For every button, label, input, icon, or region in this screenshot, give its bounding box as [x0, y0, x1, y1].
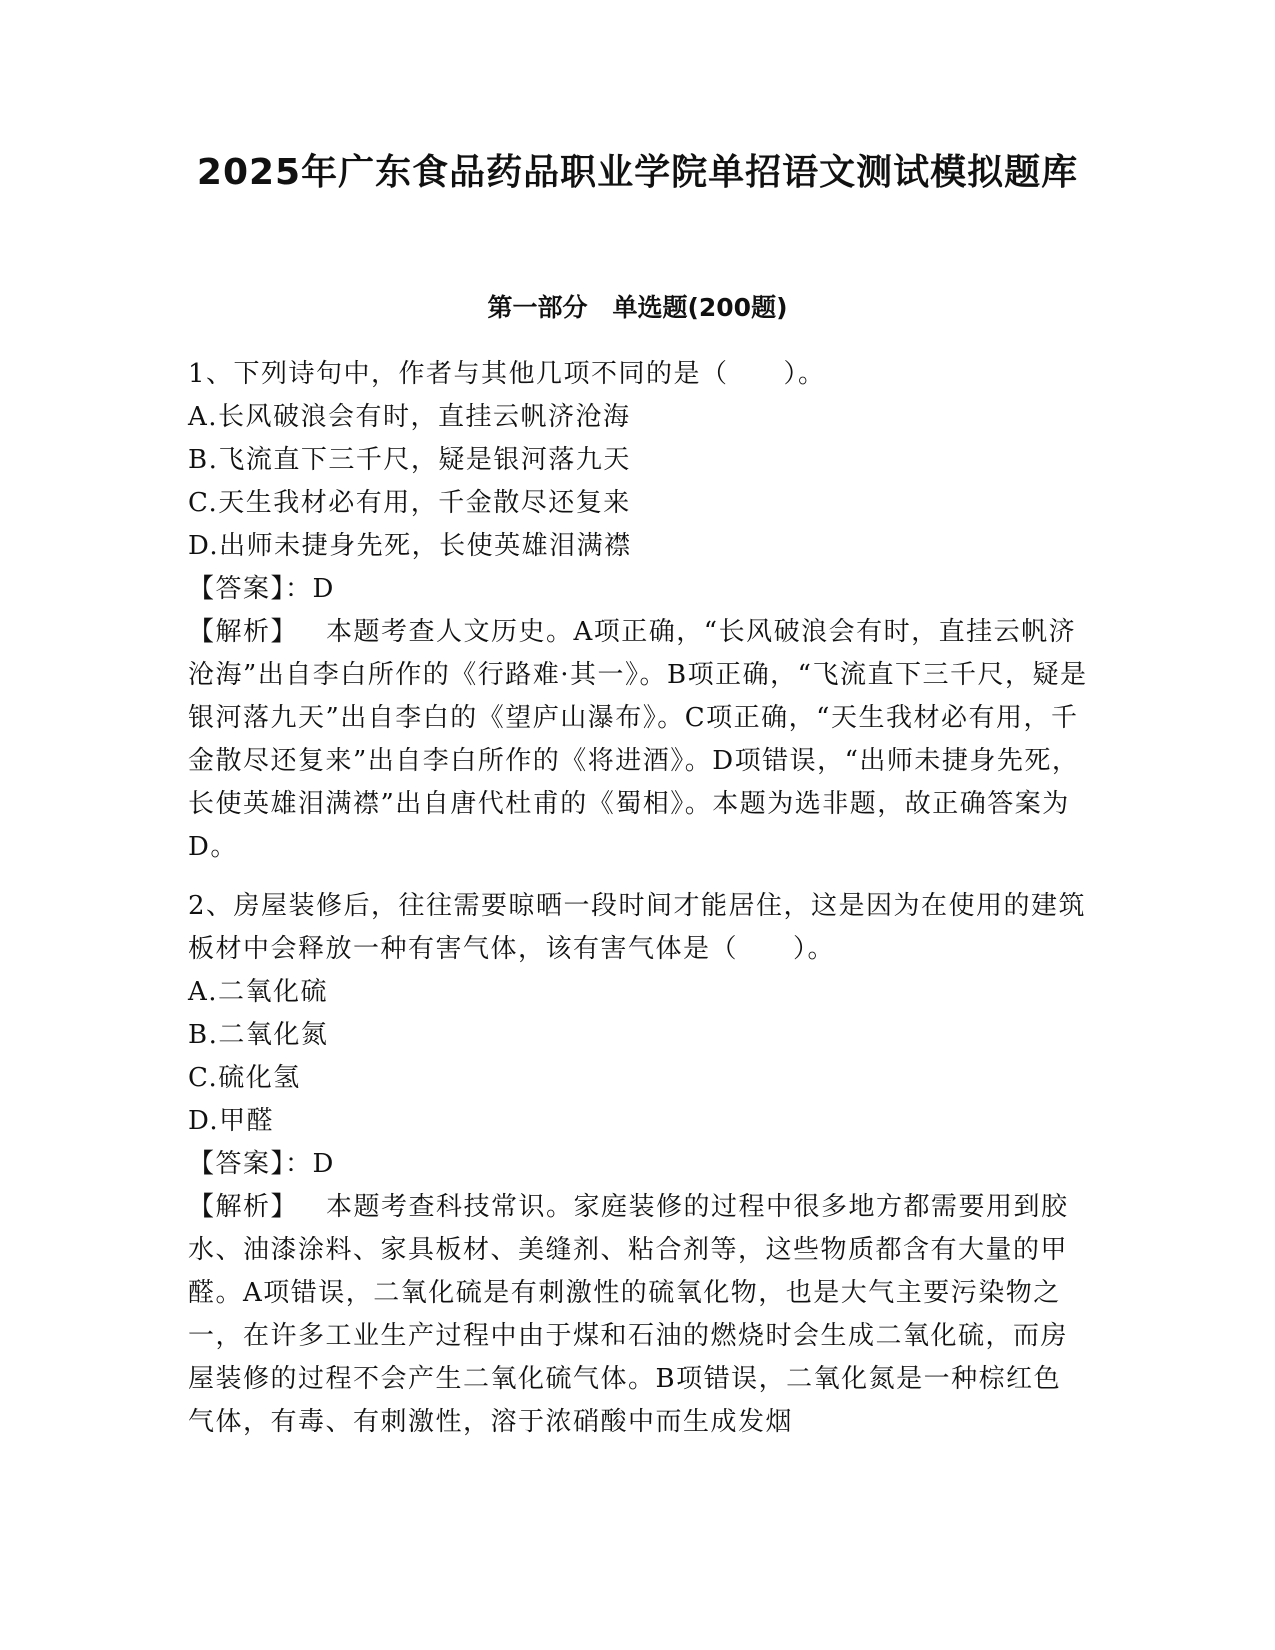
document-title: 2025年广东食品药品职业学院单招语文测试模拟题库: [196, 152, 1079, 193]
answer-label: 【答案】：: [188, 574, 313, 604]
analysis-paragraph: [188, 1186, 1088, 1444]
section-heading: 第一部分 单选题(200题): [487, 293, 788, 322]
option-d: D.甲醛: [188, 1106, 275, 1136]
question-list: [188, 353, 1088, 1460]
question-stem: 2、房屋装修后，往往需要晾晒一段时间才能居住，这是因为在使用的建筑板材中会释放一种有害气体，该有害气体是（ ）。: [188, 891, 1087, 964]
analysis-paragraph: [188, 611, 1088, 869]
analysis-label: 【解析】: [188, 1192, 299, 1222]
analysis-label: 【解析】: [188, 617, 299, 647]
option-a: A.二氧化硫: [188, 977, 329, 1007]
answer-line: [188, 568, 1088, 611]
option-b: B.二氧化氮: [188, 1020, 329, 1050]
analysis-text: 本题考查科技常识。家庭装修的过程中很多地方都需要用到胶水、油漆涂料、家具板材、美缝剂、粘合剂等，这些物质都含有大量的甲醛。A项错误，二氧化硫是有刺激性的硫氧化物，也是大气主要污染物之一，在许多工业生产过程中由于煤和石油的燃烧时会生成二氧化硫，而房屋装修的过程不会产生二氧化硫气体。B项错误，二氧化氮是一种棕红色气体，有毒、有刺激性，溶于浓硝酸中而生成发烟: [188, 1192, 1069, 1437]
analysis-text: 本题考查人文历史。A项正确，“长风破浪会有时，直挂云帆济沧海”出自李白所作的《行路难·其一》。B项正确，“飞流直下三千尺，疑是银河落九天”出自李白的《望庐山瀑布》。C项正确，“天生我材必有用，千金散尽还复来”出自李白所作的《将进酒》。D项错误，“出师未捷身先死，长使英雄泪满襟”出自唐代杜甫的《蜀相》。本题为选非题，故正确答案为D。: [188, 617, 1088, 862]
answer-value: D: [312, 1149, 335, 1179]
option-a: A.长风破浪会有时，直挂云帆济沧海: [188, 402, 631, 432]
question-stem: 1、下列诗句中，作者与其他几项不同的是（ ）。: [188, 359, 826, 389]
question-1: [188, 353, 1088, 869]
answer-value: D: [312, 574, 335, 604]
option-c: C.硫化氢: [188, 1063, 301, 1093]
option-c: C.天生我材必有用，千金散尽还复来: [188, 488, 631, 518]
answer-line: [188, 1143, 1088, 1186]
option-b: B.飞流直下三千尺，疑是银河落九天: [188, 445, 631, 475]
question-2: [188, 885, 1088, 1444]
answer-label: 【答案】：: [188, 1149, 313, 1179]
option-d: D.出师未捷身先死，长使英雄泪满襟: [188, 531, 632, 561]
